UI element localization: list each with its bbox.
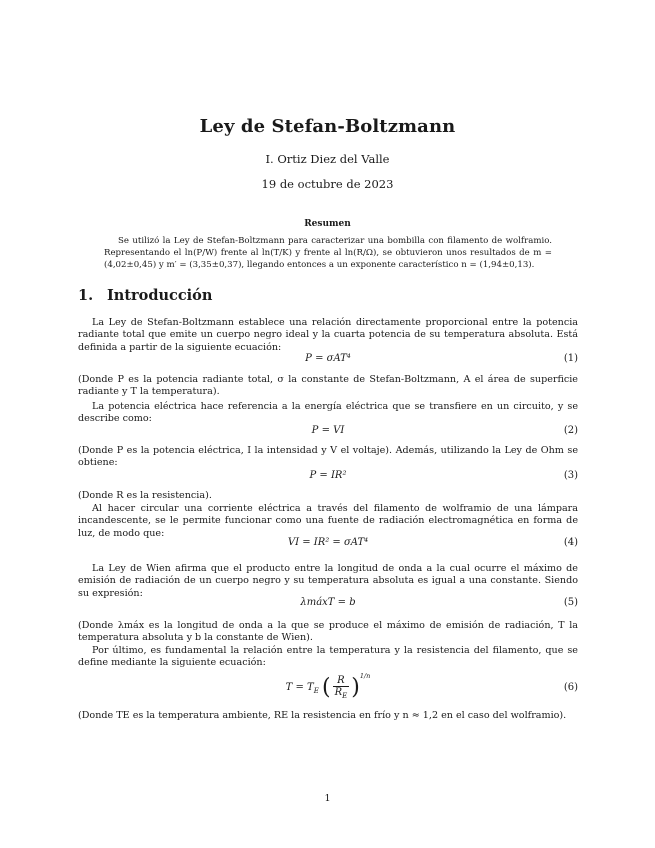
page-number: 1: [324, 793, 331, 804]
equation-3-expression: P = IR²: [309, 470, 347, 481]
equation-6: [78, 670, 578, 710]
equation-3: [78, 470, 578, 484]
section-number: 1.: [78, 287, 94, 304]
paragraph-4: (Donde P es la potencia eléctrica, I la intensidad y V el voltaje). Además, utilizando la Ley de Ohm se obtiene:: [78, 445, 578, 469]
equation-6-lhs-sub: E: [313, 687, 319, 695]
paper-title: Ley de Stefan-Boltzmann: [199, 116, 456, 137]
abstract-heading: Resumen: [304, 219, 351, 229]
equation-2: [78, 425, 578, 439]
equation-2-expression: P = VI: [311, 425, 345, 436]
equation-2-number: (2): [563, 425, 578, 436]
paragraph-2: (Donde P es la potencia radiante total, σ la constante de Stefan-Boltzmann, A el área de superficie radiante y T la temperatura).: [78, 374, 578, 398]
paragraph-6: Al hacer circular una corriente eléctrica a través del filamento de wolframio de una lámpara incandescente, se le permite funcionar como una fuente de radiación electromagnética en forma de luz, de modo que:: [78, 503, 578, 539]
equation-6-number: (6): [563, 682, 578, 693]
author-name: I. Ortiz Diez del Valle: [265, 152, 390, 166]
equation-1-expression: P = σAT⁴: [305, 353, 351, 364]
paragraph-8: (Donde λmáx es la longitud de onda a la que se produce el máximo de emisión de radiación, T la temperatura absoluta y b la constante de Wien).: [78, 620, 578, 644]
equation-5-expression: λmáxT = b: [300, 597, 356, 608]
equation-1-number: (1): [563, 353, 578, 364]
equation-5-number: (5): [563, 597, 578, 608]
equation-4: [78, 537, 578, 551]
right-paren-icon: ): [351, 675, 360, 700]
publication-date: 19 de octubre de 2023: [261, 177, 394, 191]
equation-4-number: (4): [563, 537, 578, 548]
section-title: Introducción: [107, 287, 213, 304]
paragraph-10: (Donde TE es la temperatura ambiente, RE la resistencia en frío y n ≈ 1,2 en el caso del wolframio).: [78, 710, 567, 721]
paragraph-3: La potencia eléctrica hace referencia a la energía eléctrica que se transfiere en un circuito, y se describe como:: [78, 401, 578, 425]
equation-3-number: (3): [563, 470, 578, 481]
equation-1: [78, 353, 578, 367]
paragraph-9: Por último, es fundamental la relación entre la temperatura y la resistencia del filamento, que se define mediante la siguiente ecuación:: [78, 645, 578, 669]
equation-6-exponent: 1/n: [359, 672, 371, 680]
abstract-text: Se utilizó la Ley de Stefan-Boltzmann para caracterizar una bombilla con filamento de wolframio. Representando el ln(P/W) frente al ln(T/K) y frente al ln(R/Ω), se obtuvieron unos resultados de m = (4,02±0,45) y m′ = (3,35±0,37), llegando entonces a un exponente característico n = (1,94±0,13).: [104, 236, 552, 270]
equation-6-expression: [78, 672, 578, 700]
paragraph-7: La Ley de Wien afirma que el producto entre la longitud de onda a la cual ocurre el máximo de emisión de radiación de un cuerpo negro y su temperatura absoluta es igual a una constante. Siendo su expresión:: [78, 563, 578, 599]
paragraph-1: La Ley de Stefan-Boltzmann establece una relación directamente proporcional entre la potencia radiante total que emite un cuerpo negro ideal y la cuarta potencia de su temperatura absoluta. Está definida a partir de la siguiente ecuación:: [78, 317, 578, 353]
equation-6-denominator-base: R: [334, 687, 343, 698]
equation-4-expression: VI = IR² = σAT⁴: [287, 537, 369, 548]
equation-6-lhs: T = T: [285, 682, 314, 693]
paragraph-5: (Donde R es la resistencia).: [78, 490, 212, 501]
equation-6-denominator-sub: E: [342, 692, 348, 700]
equation-6-denominator: [333, 687, 350, 700]
equation-6-numerator: R: [333, 675, 350, 687]
equation-6-fraction: [333, 675, 350, 700]
left-paren-icon: (: [322, 675, 331, 700]
equation-5: [78, 597, 578, 611]
section-heading: [78, 287, 212, 304]
